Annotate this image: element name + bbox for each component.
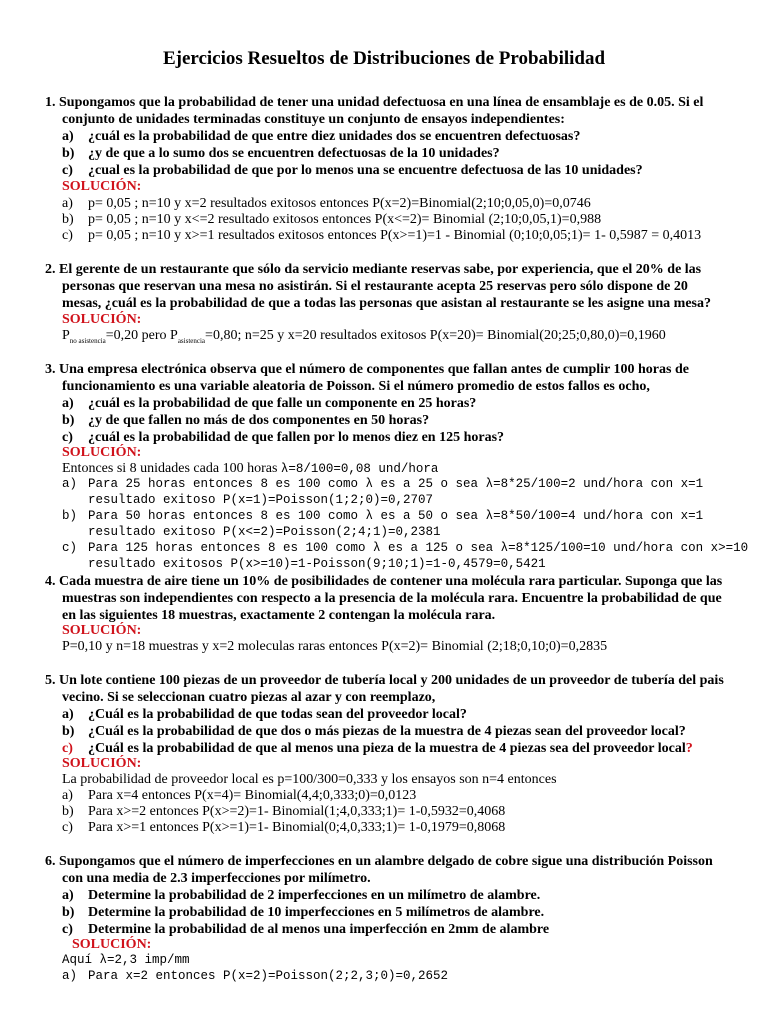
problem-5-statement-line-1: 5. Un lote contiene 100 piezas de un proveedor de tubería local y 200 unidades de un proveedor de tubería del pais — [45, 673, 724, 688]
problem-1-answer-a: a) p= 0,05 ; n=10 y x=2 resultados exitosos entonces P(x=2)=Binomial(2;10;0,05,0)=0,0746 — [62, 196, 591, 211]
problem-2-statement-line-3: mesas, ¿cuál es la probabilidad de que a todas las personas que asistan al restaurante se les asigne una mesa? — [62, 296, 711, 311]
problem-6-question-c: c) Determine la probabilidad de al menos una imperfección en 2mm de alambre — [62, 922, 550, 937]
problem-3-answer-c-line-1: c) Para 125 horas entonces 8 es 100 como λ es a 125 o sea λ=8*125/100=10 und/hora con x>=10 — [62, 541, 749, 555]
problem-1-answer-c: c) p= 0,05 ; n=10 y x>=1 resultados exitosos entonces P(x>=1)=1 - Binomial (0;10;0,05;1)= 1- 0,5987 = 0,4013 — [62, 228, 702, 243]
problem-2-statement-line-2: personas que reservan una mesa no asistirán. Si el restaurante acepta 25 reservas pero sólo dispone de 20 — [62, 279, 688, 294]
problem-3-statement-line-1: 3. Una empresa electrónica observa que el número de componentes que fallan antes de cumplir 100 horas de — [45, 362, 689, 377]
problem-3-question-c: c) ¿cuál es la probabilidad de que fallen por lo menos diez en 125 horas? — [62, 430, 505, 445]
problem-3-question-b: b) ¿y de que fallen no más de dos componentes en 50 horas? — [62, 413, 430, 428]
problem-4-statement-line-3: en las siguientes 18 muestras, exactamente 2 contengan la molécula rara. — [62, 608, 496, 623]
problem-5-answer-b: b) Para x>=2 entonces P(x>=2)=1- Binomial(1;4,0,333;1)= 1-0,5932=0,4068 — [62, 804, 506, 819]
problem-4-statement-line-1: 4. Cada muestra de aire tiene un 10% de posibilidades de contener una molécula rara particular. Suponga que las — [45, 574, 723, 589]
problem-2-answer: $P_{no asistencia}=0,20$ pero $P_{asistencia}=0,80$; n=25 y x=20 resultados exitosos P(x=20)= Binomial(20;25;0,80,0)=0,1960 — [62, 328, 666, 345]
problem-5-question-b: b) ¿Cuál es la probabilidad de que dos o más piezas de la muestra de 4 piezas sean del proveedor local? — [62, 724, 686, 739]
problem-3-solution-label: SOLUCIÓN: — [62, 445, 142, 460]
problem-5-question-c: c) ¿Cuál es la probabilidad de que al menos una pieza de la muestra de 4 piezas sea del proveedor local? — [62, 741, 693, 756]
problem-1-question-a: a) ¿cuál es la probabilidad de que entre diez unidades dos se encuentren defectuosas? — [62, 129, 581, 144]
problem-3-question-a: a) ¿cuál es la probabilidad de que falle un componente en 25 horas? — [62, 396, 477, 411]
problem-1-solution-label: SOLUCIÓN: — [62, 179, 142, 194]
problem-6-question-a: a) Determine la probabilidad de 2 imperfecciones en un milímetro de alambre. — [62, 888, 541, 903]
problem-6-intro: Aquí λ=2,3 imp/mm — [62, 953, 190, 967]
problem-6-statement-line-2: con una media de 2.3 imperfecciones por milímetro. — [62, 871, 371, 886]
problem-1-question-c: c) ¿cual es la probabilidad de que por lo menos una se encuentre defectuosa de las 10 unidades? — [62, 163, 643, 178]
problem-5-solution-label: SOLUCIÓN: — [62, 756, 142, 771]
problem-1-statement-line-1: 1. Supongamos que la probabilidad de tener una unidad defectuosa en una línea de ensamblaje es de 0.05. Si el — [45, 95, 704, 110]
problem-5-question-a: a) ¿Cuál es la probabilidad de que todas sean del proveedor local? — [62, 707, 467, 722]
problem-3-answer-b-line-2: resultado exitoso P(x<=2)=Poisson(2;4;1)=0,2381 — [88, 525, 441, 539]
problem-5-answer-a: a) Para x=4 entonces P(x=4)= Binomial(4,4;0,333;0)=0,0123 — [62, 788, 417, 803]
problem-4-answer: P=0,10 y n=18 muestras y x=2 moleculas raras entonces P(x=2)= Binomial (2;18;0,10;0)=0,2835 — [62, 639, 608, 654]
problem-1-statement-line-2: conjunto de unidades terminadas constituye un conjunto de ensayos independientes: — [62, 112, 565, 127]
problem-3-answer-c-line-2: resultado exitosos P(x>=10)=1-Poisson(9;10;1)=1-0,4579=0,5421 — [88, 557, 546, 571]
problem-2-solution-label: SOLUCIÓN: — [62, 312, 142, 327]
problem-6-answer-a: a) Para x=2 entonces P(x=2)=Poisson(2;2,3;0)=0,2652 — [62, 969, 449, 983]
page-title: Ejercicios Resueltos de Distribuciones de Probabilidad — [162, 48, 606, 69]
problem-1-answer-b: b) p= 0,05 ; n=10 y x<=2 resultado exitosos entonces P(x<=2)= Binomial (2;10;0,05,1)=0,988 — [62, 212, 602, 227]
problem-3-answer-a-line-1: a) Para 25 horas entonces 8 es 100 como λ es a 25 o sea λ=8*25/100=2 und/hora con x=1 — [62, 477, 704, 491]
problem-6-statement-line-1: 6. Supongamos que el número de imperfecciones en un alambre delgado de cobre sigue una distribución Poisson — [45, 854, 713, 869]
problem-4-solution-label: SOLUCIÓN: — [62, 623, 142, 638]
problem-6-solution-label: SOLUCIÓN: — [72, 937, 152, 952]
problem-3-answer-b-line-1: b) Para 50 horas entonces 8 es 100 como λ es a 50 o sea λ=8*50/100=4 und/hora con x=1 — [62, 509, 704, 523]
problem-3-answer-a-line-2: resultado exitoso P(x=1)=Poisson(1;2;0)=0,2707 — [88, 493, 434, 507]
problem-1-question-b: b) ¿y de que a lo sumo dos se encuentren defectuosas de la 10 unidades? — [62, 146, 500, 161]
problem-5-intro: La probabilidad de proveedor local es p=100/300=0,333 y los ensayos son n=4 entonces — [62, 772, 557, 787]
problem-2-statement-line-1: 2. El gerente de un restaurante que sólo da servicio mediante reservas sabe, por experiencia, que el 20% de las — [45, 262, 702, 277]
problem-3-statement-line-2: funcionamiento es una variable aleatoria de Poisson. Si el número promedio de estos fallos es ocho, — [62, 379, 650, 394]
problem-3-intro: Entonces si 8 unidades cada 100 horas λ=8/100=0,08 und/hora — [62, 461, 439, 476]
problem-6-question-b: b) Determine la probabilidad de 10 imperfecciones en 5 milímetros de alambre. — [62, 905, 545, 920]
problem-5-statement-line-2: vecino. Si se seleccionan cuatro piezas al azar y con reemplazo, — [62, 690, 436, 705]
problem-4-statement-line-2: muestras son independientes con respecto a la presencia de la molécula rara. Encuentre la probabilidad de que — [62, 591, 722, 606]
problem-5-answer-c: c) Para x>=1 entonces P(x>=1)=1- Binomial(0;4,0,333;1)= 1-0,1979=0,8068 — [62, 820, 506, 835]
